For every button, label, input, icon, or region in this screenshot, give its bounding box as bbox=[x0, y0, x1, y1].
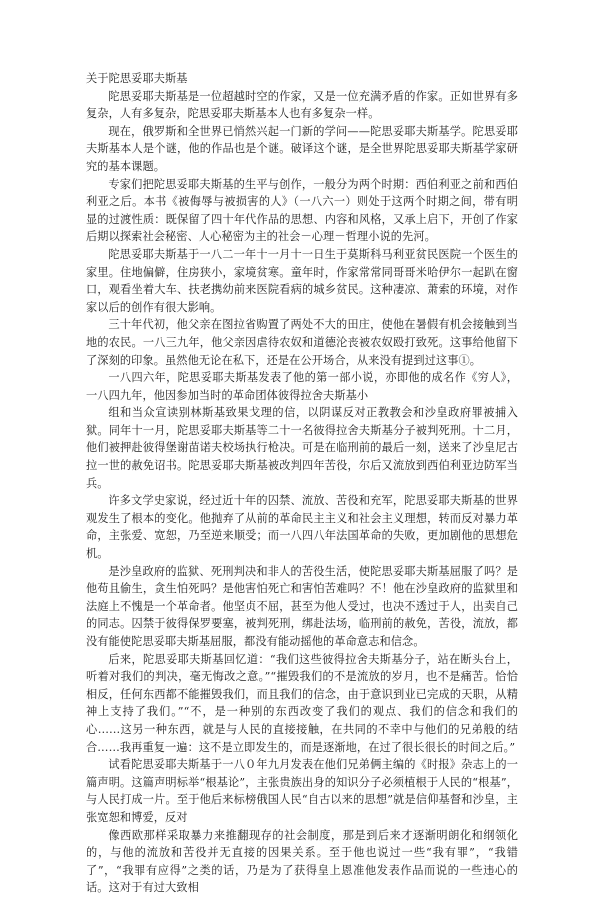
paragraph: 三十年代初，他父亲在图拉省购置了两处不大的田庄，使他在暑假有机会接触到当地的农民。一八三九年，他父亲因虐待农奴和道德沦丧被农奴殴打致死。这事给他留下了深刻的印象。虽然他无论在私下，还是在公开场合，从来没有提到过这事①。 bbox=[86, 318, 518, 367]
paragraph: 后来，陀思妥耶夫斯基回忆道：“我们这些彼得拉舍夫斯基分子，站在断头台上，听着对我们的判决，毫无悔改之意。”“摧毁我们的不是流放的岁月，也不是痛苦。恰恰相反，任何东西都不能摧毁我们，而且我们的信念，由于意识到业已完成的天职，从精神上支持了我们。”“不，是一种别的东西改变了我们的观点、我们的信念和我们的心……这另一种东西，就是与人民的直接接触，在共同的不幸中与他们的兄弟般的结合……我再重复一遍：这不是立即发生的，而是逐渐地，在过了很长很长的时间之后。” bbox=[86, 652, 518, 754]
paragraph: 像西欧那样采取暴力来推翻现存的社会制度，那是到后来才逐渐明朗化和纲领化的，与他的流放和苦役并无直接的因果关系。至于他也说过一些“我有罪”，“我错了”，“我罪有应得”之类的话，乃是为了获得皇上恩准他发表作品而说的一些违心的话。这对于有过大致相 bbox=[86, 828, 518, 895]
paragraph: 陀思妥耶夫斯基是一位超越时空的作家，又是一位充满矛盾的作家。正如世界有多复杂，人有多复杂，陀思妥耶夫斯基本人也有多复杂一样。 bbox=[86, 89, 518, 121]
paragraph: 许多文学史家说，经过近十年的囚禁、流放、苦役和充军，陀思妥耶夫斯基的世界观发生了根本的变化。他抛弃了从前的革命民主主义和社会主义理想，转而反对暴力革命，主张爱、宽恕，乃至逆来顺受；而一八四八年法国革命的失败，更加剧他的思想危机。 bbox=[86, 494, 518, 561]
paragraph: 现在，俄罗斯和全世界已悄然兴起一门新的学问——陀思妥耶夫斯基学。陀思妥耶夫斯基本人是个谜，他的作品也是个谜。破译这个谜，是全世界陀思妥耶夫斯基学家研究的基本课题。 bbox=[86, 124, 518, 173]
paragraph: 是沙皇政府的监狱、死刑判决和非人的苦役生活，使陀思妥耶夫斯基屈服了吗？是他苟且偷生，贪生怕死吗？是他害怕死亡和害怕苦难吗？不！他在沙皇政府的监狱里和法庭上不愧是一个革命者。他坚贞不屈，甚至为他人受过，也决不透过于人，出卖自己的同志。囚禁于彼得保罗要塞，被判死刑，绑赴法场，临刑前的赦免，苦役，流放，都没有能使陀思妥耶夫斯基屈服，都没有能动摇他的革命意志和信念。 bbox=[86, 564, 518, 648]
paragraph: 专家们把陀思妥耶夫斯基的生平与创作，一般分为两个时期：西伯利亚之前和西伯利亚之后。本书《被侮辱与被损害的人》（一八六一）则处于这两个时期之间，带有明显的过渡性质：既保留了四十年代作品的思想、内容和风格，又承上启下，开创了作家后期以探索社会秘密、人心秘密为主的社会－心理－哲理小说的先河。 bbox=[86, 177, 518, 244]
document-title: 关于陀思妥耶夫斯基 bbox=[86, 72, 188, 85]
paragraph: 组和当众宣读别林斯基致果戈理的信，以阴谋反对正教教会和沙皇政府罪被捕入狱。同年十一月，陀思妥耶夫斯基等二十一名彼得拉舍夫斯基分子被判死刑。十二月，他们被押赴彼得堡谢苗诺夫校场执行枪决。可是在临刑前的最后一刻，送来了沙皇尼古拉一世的赦免诏书。陀思妥耶夫斯基被改判四年苦役，尔后又流放到西伯利亚边防军当兵。 bbox=[86, 406, 518, 490]
paragraph: 一八四六年，陀思妥耶夫斯基发表了他的第一部小说，亦即他的成名作《穷人》，一八四九年，他因参加当时的革命团体彼得拉舍夫斯基小 bbox=[86, 371, 518, 402]
paragraph: 试看陀思妥耶夫斯基于一八０年九月发表在他们兄弟俩主编的《时报》杂志上的一篇声明。这篇声明标举“根基论”，主张贵族出身的知识分子必须植根于人民的“根基”，与人民打成一片。至于他后来标榜俄国人民“自古以来的思想”就是信仰基督和沙皇，主张宽恕和博爱，反对 bbox=[86, 758, 518, 824]
document-body bbox=[86, 70, 518, 897]
paragraph: 陀思妥耶夫斯基于一八二一年十一月十一日生于莫斯科马利亚贫民医院一个医生的家里。住地偏僻，住房狭小，家境贫寒。童年时，作家常常同哥哥米哈伊尔一起趴在窗口，观看坐着大车、扶老携幼前来医院看病的城乡贫民。这种凄凉、萧索的环境，对作家以后的创作有很大影响。 bbox=[86, 247, 518, 314]
